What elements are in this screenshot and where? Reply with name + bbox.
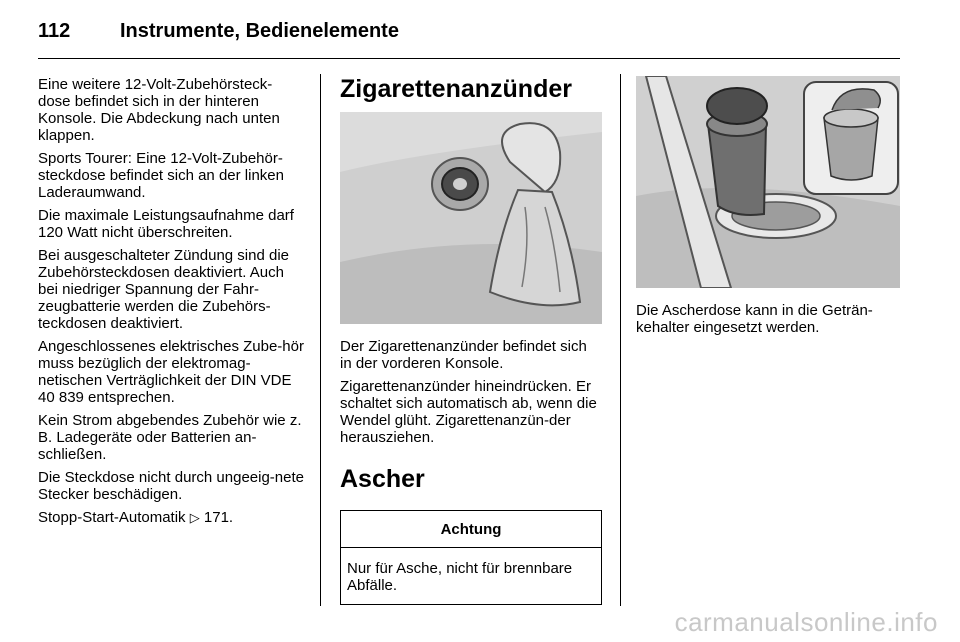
reference-page: 171. [203,509,234,526]
header-rule [38,58,900,59]
chapter-title: Instrumente, Bedienelemente [120,20,399,42]
cigarette-lighter-socket [432,158,488,210]
ashtray-inset-detail [804,82,898,194]
paragraph: Die Ascherdose kann in die Geträn-kehalter eingesetzt werden. [636,302,873,336]
ashtray-illustration [636,76,900,288]
cross-reference[interactable] [38,509,304,526]
column-divider [320,74,321,606]
paragraph: Angeschlossenes elektrisches Zube-hör muss bezüglich der elektromag-netischen Verträglichkeit der DIN VDE 40 839 entsprechen. [38,338,304,406]
column-middle [340,76,602,605]
paragraph: Kein Strom abgebendes Zubehör wie z. B. Ladegeräte oder Batterien an-schließen. [38,412,302,463]
column-right [636,76,902,342]
page-header [38,14,900,58]
column-left [38,76,304,532]
reference-text: Stopp-Start-Automatik [38,509,186,526]
column-divider [620,74,621,606]
paragraph: Der Zigarettenanzünder befindet sich in der vorderen Konsole. [340,338,587,372]
caution-title: Achtung [341,511,601,548]
paragraph: Die Steckdose nicht durch ungeeig-nete Stecker beschädigen. [38,469,305,503]
heading-ashtray: Ascher [340,465,425,493]
page-reference-icon: ▷ [189,510,200,525]
watermark: carmanualsonline.info [674,607,938,637]
page-number: 112 [38,20,71,42]
paragraph: Eine weitere 12-Volt-Zubehörsteck-dose befindet sich in der hinteren Konsole. Die Abdeckung nach unten klappen. [38,76,280,144]
paragraph: Die maximale Leistungsaufnahme darf 120 Watt nicht überschreiten. [38,207,294,241]
heading-cigarette-lighter: Zigarettenanzünder [340,75,572,103]
paragraph: Bei ausgeschalteter Zündung sind die Zubehörsteckdosen deaktiviert. Auch bei niedriger Spannung der Fahr-zeugbatterie werden die Zubehörs-teckdosen deaktiviert. [38,247,290,332]
caution-text: Nur für Asche, nicht für brennbare Abfälle. [347,560,573,594]
ashtray-cup [707,88,767,215]
caution-box [340,510,602,605]
paragraph: Zigarettenanzünder hineindrücken. Er schaltet sich automatisch ab, wenn die Wendel glüht. Zigarettenanzün-der herausziehen. [340,378,597,446]
cigarette-lighter-illustration [340,112,602,324]
paragraph: Sports Tourer: Eine 12-Volt-Zubehör-steckdose befindet sich an der linken Laderaumwand. [38,150,284,201]
